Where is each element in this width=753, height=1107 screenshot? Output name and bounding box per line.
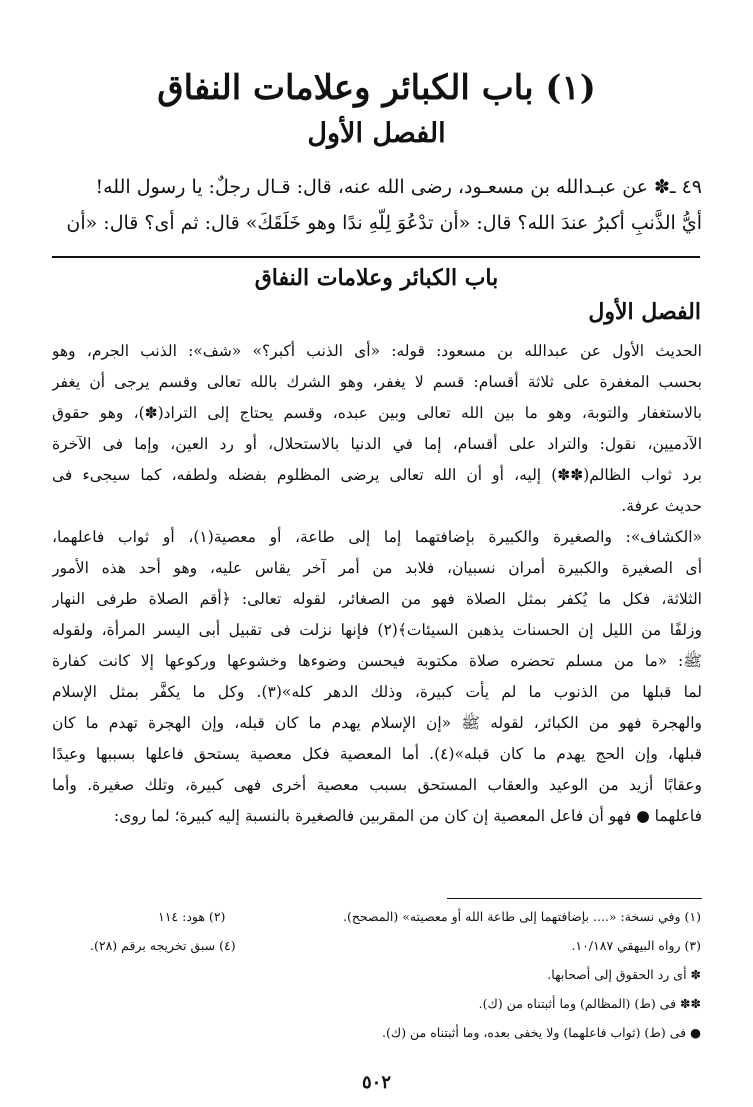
- footnote-4: (٤) سبق تخريجه برقم (٢٨).: [90, 938, 236, 953]
- commentary-line: والهجرة فهو من الكبائر، لقوله ﷺ «إن الإسلام يهدم ما كان قبله، وإن الهجرة تهدم ما كان: [52, 714, 702, 732]
- commentary-line: بحسب المغفرة على ثلاثة أقسام: قسم لا يغفر، وهو الشرك بالله تعالى وقسم يرجى أن يغفر: [52, 373, 702, 391]
- hadith-line-2: أيُّ الذَّنبِ أكبرُ عندَ الله؟ قال: «أن تدْعُوَ لِلّهِ ندًا وهو خَلَقَكَ» قال: ثم أى؟ قال: «أن: [66, 212, 702, 234]
- commentary-line: فاعلهما ● فهو أن فاعل المعصية إن كان من المقربين فالصغيرة بالنسبة إليه كبيرة؛ لما روى:: [114, 807, 702, 825]
- commentary-section-title: الفصل الأول: [588, 299, 701, 325]
- footnote-1: (١) وفي نسخة: «.... بإضافتهما إلى طاعة الله أو معصيته» (المصحح).: [343, 909, 701, 924]
- commentary-line: الآدميين، نقول: والتراد على أقسام، إما في الدنيا بالاستحلال، أو رد العين، وإما فى الآخرة: [52, 435, 702, 453]
- footnote-divider: [447, 898, 702, 899]
- footnote-2: (٢) هود: ١١٤: [158, 909, 226, 924]
- commentary-line: «الكشاف»: والصغيرة والكبيرة بإضافتهما إما إلى طاعة، أو معصية(١)، أو ثواب فاعلهما،: [52, 528, 702, 546]
- commentary-line: وعقابًا أزيد من الوعيد والعقاب المستحق بسبب معصية أخرى فهى كبيرة، وتلك صغيرة. وأما: [52, 776, 702, 794]
- commentary-line: الثلاثة، فكل ما يُكفر بمثل الصلاة فهو من الصغائر، لقوله تعالى: ﴿أقم الصلاة طرفى النهار: [52, 590, 702, 608]
- footnote-dot: ● فى (ط) (ثواب فاعلهما) ولا يخفى بعده، وما أثبتناه من (ك).: [382, 1025, 701, 1040]
- page-number: ٥٠٢: [361, 1072, 391, 1093]
- hadith-line-1: ٤٩ ـ✽ عن عبـدالله بن مسعـود، رضى الله عنه، قال: قـال رجلٌ: يا رسول الله!: [95, 176, 702, 198]
- chapter-subtitle: الفصل الأول: [307, 118, 446, 149]
- footnote-3: (٣) رواه البيهقي ١٠/١٨٧.: [571, 938, 701, 953]
- commentary-line: بالاستغفار والتوبة، وهو ما بين الله تعالى وبين عبده، وقسم يحتاج إلى التراد(✽)، وهو حقوق: [52, 404, 702, 422]
- footnote-star-1: ✽ أى رد الحقوق إلى أصحابها.: [547, 967, 701, 982]
- commentary-line: قبلها، وإن الحج يهدم ما كان قبله»(٤). أما المعصية فكل معصية يستحق فاعلها بسببها وعيدًا: [52, 745, 702, 763]
- commentary-line: ﷺ: «ما من مسلم تحضره صلاة مكتوبة فيحسن وضوءها وخشوعها وركوعها إلا كانت كفارة: [52, 652, 702, 670]
- chapter-title: (١) باب الكبائر وعلامات النفاق: [157, 68, 596, 108]
- commentary-line: برد ثواب الظالم(✽✽) إليه، أو أن الله تعالى يرضى المظلوم بفضله ولطفه، كما سيجىء فى: [52, 466, 702, 484]
- commentary-body: [52, 336, 702, 832]
- section-divider: [52, 256, 700, 258]
- commentary-line: أى الصغيرة والكبيرة أمران نسبيان، فلابد من أمر آخر يقاس عليه، وهو أحد هذه الأمور: [52, 559, 702, 577]
- commentary-line: حديث عرفة.: [621, 497, 702, 515]
- footnote-star-2: ✽✽ فى (ط) (المظالم) وما أثبتناه من (ك).: [478, 996, 701, 1011]
- commentary-heading: باب الكبائر وعلامات النفاق: [254, 265, 499, 291]
- commentary-line: لما قبلها من الذنوب ما لم يأت كبيرة، وذلك الدهر كله»(٣). وكل ما يكفَّر بمثل الإسلام: [52, 683, 702, 701]
- commentary-line: وزلفًا من الليل إن الحسنات يذهبن السيئات﴾(٢) فإنها نزلت فى تقبيل أبى اليسر المرأة، ولقوله: [52, 621, 702, 639]
- commentary-line: الحديث الأول عن عبدالله بن مسعود: قوله: «أى الذنب أكبر؟» «شف»: الذنب الجرم، وهو: [52, 342, 702, 360]
